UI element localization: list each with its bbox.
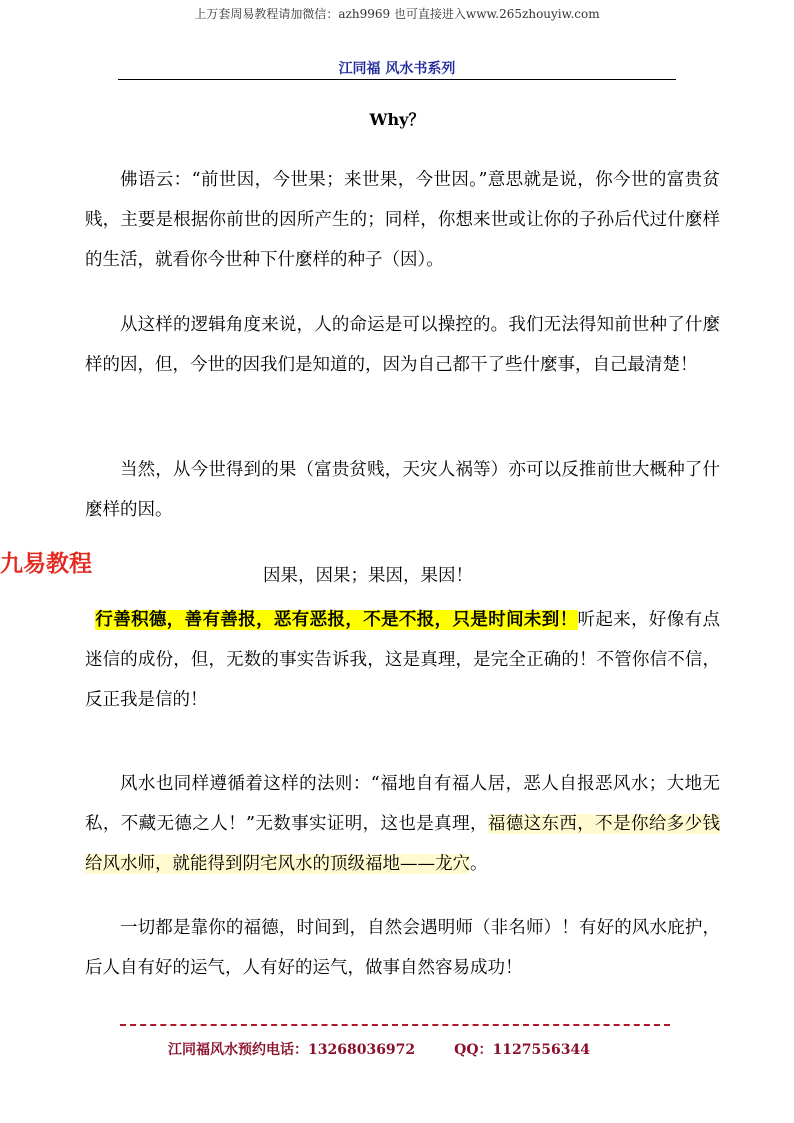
- paragraph-4: [85, 600, 720, 720]
- paragraph-5: [85, 764, 720, 884]
- paragraph-5-start: 风水也同样遵循着这样的法则：“福地自有福人居，恶人自报恶风水；大地无私，不藏无德之人！”无数事实证明，这也是真理，: [85, 774, 720, 834]
- paragraph-3: 当然，从今世得到的果（富贵贫贱，天灾人祸等）亦可以反推前世大概种了什麼样的因。: [85, 460, 720, 520]
- paragraph-4-rest: 听起来，好像有点迷信的成份，但，无数的事实告诉我，这是真理，是完全正确的！不管你信不信，反正我是信的！: [85, 610, 720, 710]
- paragraph-6: 一切都是靠你的福德，时间到，自然会遇明师（非名师）！有好的风水庇护，后人自有好的运气，人有好的运气，做事自然容易成功！: [85, 918, 720, 978]
- paragraph-1: 佛语云：“前世因，今世果；来世果，今世因。”意思就是说，你今世的富贵贫贱，主要是根据你前世的因所产生的；同样，你想来世或让你的子孙后代过什麼样的生活，就看你今世种下什麼样的种子（因）。: [85, 170, 720, 270]
- footer-divider: [120, 1024, 670, 1026]
- top-banner-text: 上万套周易教程请加微信：azh9969 也可直接进入www.265zhouyiw.com: [194, 7, 600, 21]
- footer-contact-info: 江同福风水预约电话：13268036972 QQ：1127556344: [168, 1042, 590, 1058]
- paragraph-5-end: 。: [470, 854, 488, 874]
- series-title: 江同福 风水书系列: [338, 61, 456, 77]
- watermark-logo-text: 九易教程: [0, 551, 92, 577]
- paragraph-2: 从这样的逻辑角度来说，人的命运是可以操控的。我们无法得知前世种了什麼样的因，但，今世的因我们是知道的，因为自己都干了些什麼事，自己最清楚！: [85, 315, 720, 375]
- centered-motto: 因果，因果；果因，果因！: [263, 566, 473, 586]
- highlighted-passage: 福德这东西，不是你给多少钱给风水师，就能得到阴宅风水的顶级福地——龙穴: [85, 814, 721, 874]
- page-title: Why？: [369, 110, 425, 129]
- highlighted-saying: 行善积德，善有善报，恶有恶报，不是不报，只是时间未到！: [95, 610, 578, 630]
- header-divider: [118, 79, 676, 80]
